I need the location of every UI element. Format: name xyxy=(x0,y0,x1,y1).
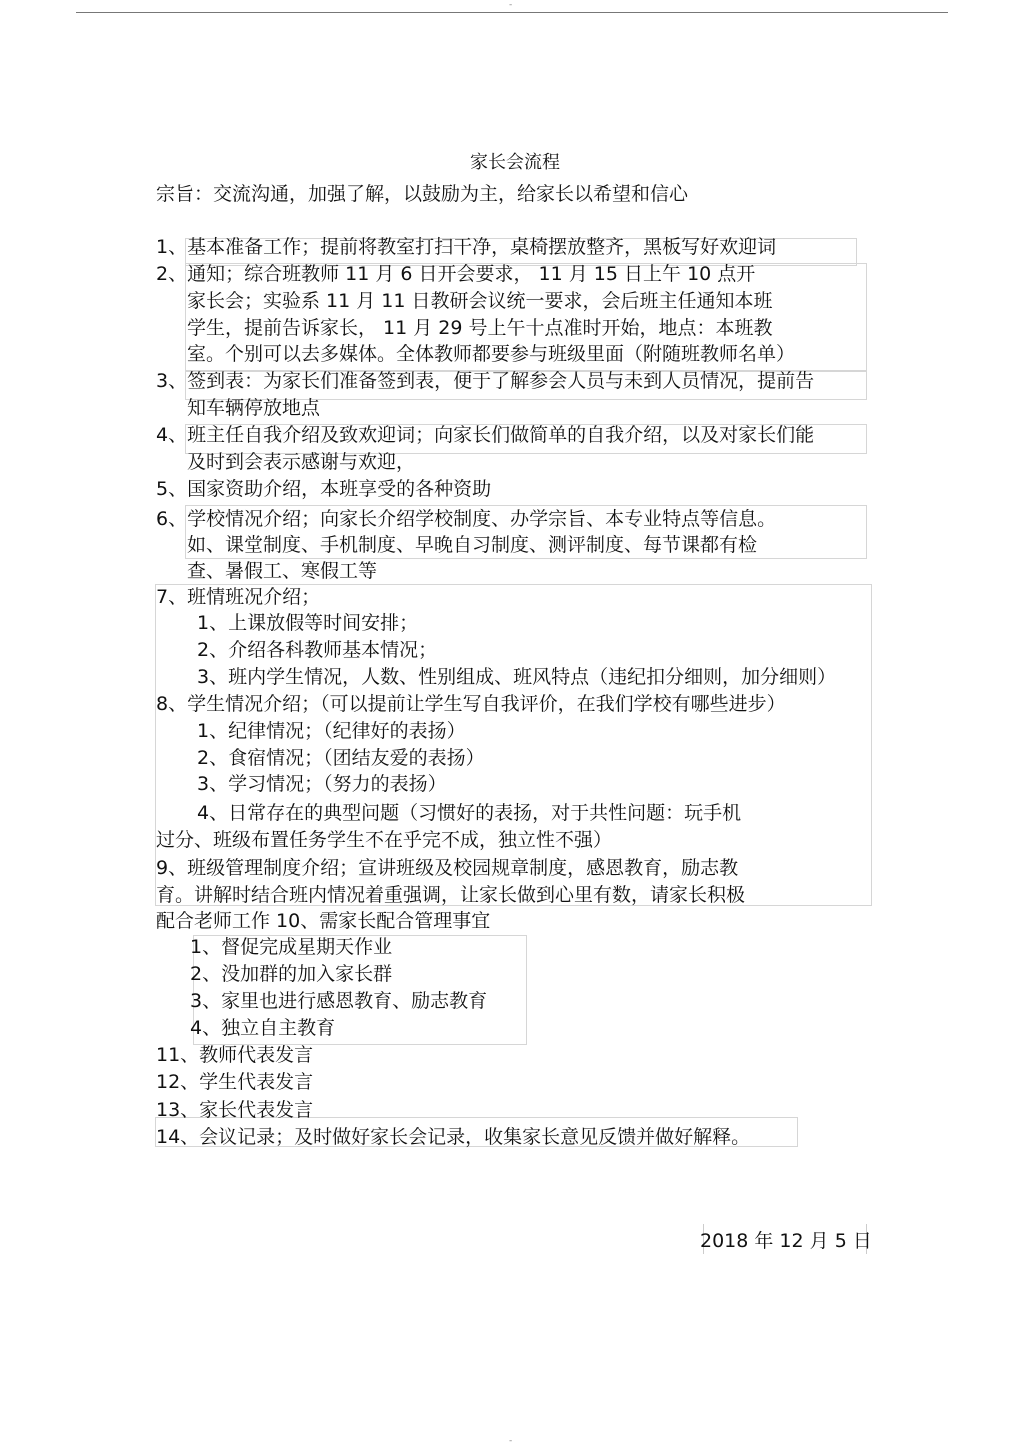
item-11: 11、教师代表发言 xyxy=(156,1044,314,1066)
item-9-10: 配合老师工作 10、需家长配合管理事宜 xyxy=(156,910,491,932)
item-14: 14、会议记录；及时做好家长会记录，收集家长意见反馈并做好解释。 xyxy=(156,1126,751,1148)
item-6-cont: 查、暑假工、寒假工等 xyxy=(187,560,378,582)
item-3: 3、签到表：为家长们准备签到表，便于了解参会人员与未到人员情况，提前告 xyxy=(156,370,815,392)
item-13: 13、家长代表发言 xyxy=(156,1099,314,1121)
item-1: 1、基本准备工作；提前将教室打扫干净，桌椅摆放整齐，黑板写好欢迎词 xyxy=(156,236,777,258)
item-4-cont: 及时到会表示感谢与欢迎， xyxy=(187,451,416,473)
item-4: 4、班主任自我介绍及致欢迎词；向家长们做简单的自我介绍，以及对家长们能 xyxy=(156,424,815,446)
item-10-sub-4: 4、独立自主教育 xyxy=(190,1017,336,1039)
item-10-sub-3: 3、家里也进行感恩教育、励志教育 xyxy=(190,990,488,1012)
item-6-cont: 如、课堂制度、手机制度、早晚自习制度、测评制度、每节课都有检 xyxy=(187,534,758,556)
item-8-sub-4-cont: 过分、班级布置任务学生不在乎完不成，独立性不强） xyxy=(156,829,613,851)
item-2-cont: 学生，提前告诉家长， 11 月 29 号上午十点准时开始，地点：本班教 xyxy=(187,317,773,339)
item-10-sub-1: 1、督促完成星期天作业 xyxy=(190,936,393,958)
item-9: 9、班级管理制度介绍；宣讲班级及校园规章制度，感恩教育，励志教 xyxy=(156,857,739,879)
item-8: 8、学生情况介绍；（可以提前让学生写自我评价，在我们学校有哪些进步） xyxy=(156,693,786,715)
page-header-mark: - xyxy=(509,0,513,10)
page-footer-mark: - xyxy=(509,1436,513,1446)
document-date: 2018 年 12 月 5 日 xyxy=(700,1230,872,1252)
item-6: 6、学校情况介绍；向家长介绍学校制度、办学宗旨、本专业特点等信息。 xyxy=(156,508,777,530)
item-7: 7、班情班况介绍； xyxy=(156,586,321,608)
item-8-sub-3: 3、学习情况；（努力的表扬） xyxy=(197,773,447,795)
document-title: 家长会流程 xyxy=(470,152,560,173)
item-8-sub-2: 2、食宿情况；（团结友爱的表扬） xyxy=(197,747,485,769)
item-7-sub-3: 3、班内学生情况，人数、性别组成、班风特点（违纪扣分细则，加分细则） xyxy=(197,666,837,688)
item-8-sub-1: 1、纪律情况；（纪律好的表扬） xyxy=(197,720,466,742)
item-10-sub-2: 2、没加群的加入家长群 xyxy=(190,963,393,985)
item-7-sub-1: 1、上课放假等时间安排； xyxy=(197,612,419,634)
item-2-cont: 家长会；实验系 11 月 11 日教研会议统一要求，会后班主任通知本班 xyxy=(187,290,773,312)
item-7-sub-2: 2、介绍各科教师基本情况； xyxy=(197,639,438,661)
item-8-sub-4: 4、日常存在的典型问题（习惯好的表扬，对于共性问题：玩手机 xyxy=(197,802,742,824)
item-5: 5、国家资助介绍，本班享受的各种资助 xyxy=(156,478,492,500)
item-3-cont: 知车辆停放地点 xyxy=(187,397,321,419)
item-2-cont: 室。个别可以去多媒体。全体教师都要参与班级里面（附随班教师名单） xyxy=(187,343,796,365)
item-2: 2、通知；综合班教师 11 月 6 日开会要求， 11 月 15 日上午 10 点开 xyxy=(156,263,756,285)
page-header-rule xyxy=(76,12,948,13)
item-9-cont: 育。讲解时结合班内情况着重强调，让家长做到心里有数，请家长积极 xyxy=(156,884,746,906)
purpose-statement: 宗旨：交流沟通，加强了解，以鼓励为主，给家长以希望和信心 xyxy=(156,183,689,205)
item-12: 12、学生代表发言 xyxy=(156,1071,314,1093)
